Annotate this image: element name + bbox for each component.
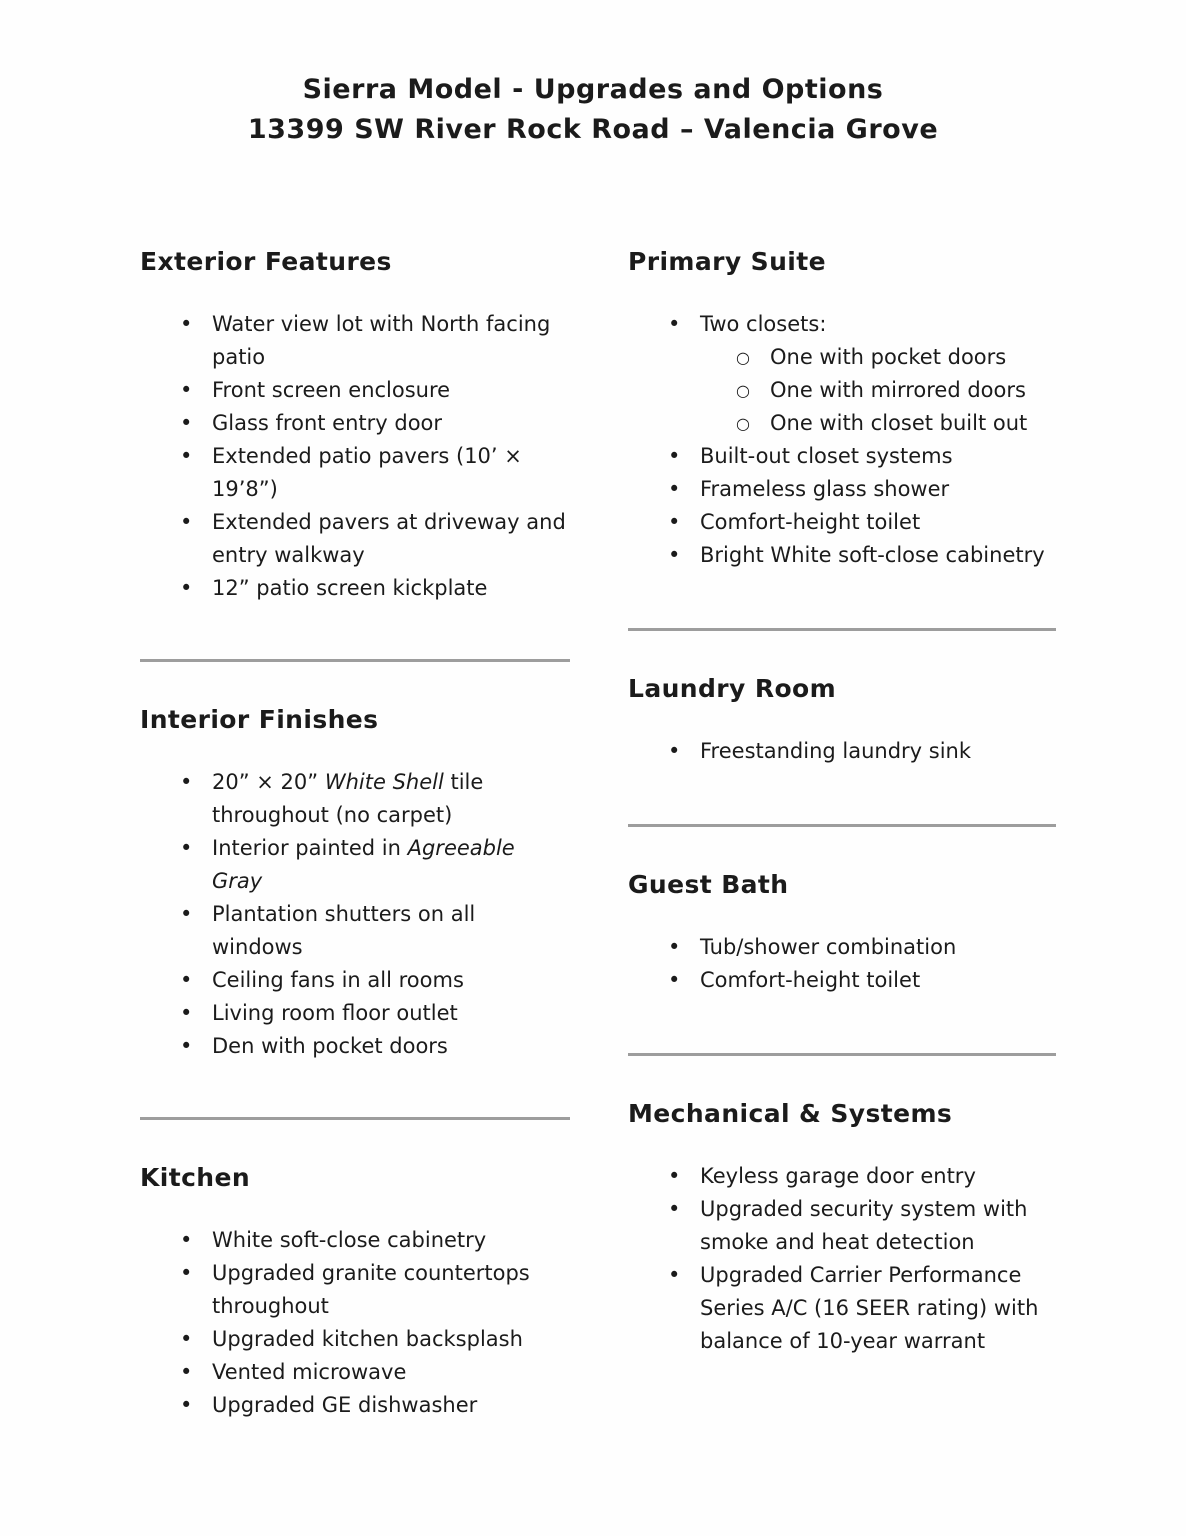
- bullet-icon: •: [668, 968, 681, 992]
- list-item-text: Extended patio pavers (10’ × 19’8”): [212, 444, 522, 501]
- bullet-list: [628, 931, 1056, 997]
- list-item-text: Upgraded Carrier Performance Series A/C (16 SEER rating) with balance of 10-year warrant: [700, 1263, 1039, 1353]
- column-left: [140, 246, 570, 1422]
- content-columns: [0, 246, 1186, 1422]
- list-item-text: Freestanding laundry sink: [700, 739, 972, 763]
- bullet-list: [628, 308, 1056, 572]
- list-item-text: Built-out closet systems: [700, 444, 953, 468]
- list-item-text: Water view lot with North facing patio: [212, 312, 551, 369]
- list-item: [140, 997, 570, 1030]
- list-item-text: Vented microwave: [212, 1360, 407, 1384]
- list-item-text: Comfort-height toilet: [700, 968, 921, 992]
- list-item-text: 12” patio screen kickplate: [212, 576, 488, 600]
- sub-bullet-list: [700, 341, 1056, 440]
- bullet-list: [628, 735, 1056, 768]
- list-item: [140, 374, 570, 407]
- list-item-text: Ceiling fans in all rooms: [212, 968, 464, 992]
- section-exterior-features: [140, 246, 570, 605]
- bullet-icon: •: [668, 477, 681, 501]
- bullet-icon: •: [180, 312, 193, 336]
- section-laundry-room: [628, 673, 1056, 768]
- bullet-icon: •: [668, 312, 681, 336]
- section-divider: [628, 628, 1056, 631]
- list-item-text: Den with pocket doors: [212, 1034, 448, 1058]
- list-item: [140, 1257, 570, 1323]
- section-guest-bath: [628, 869, 1056, 997]
- list-item-text: Plantation shutters on all windows: [212, 902, 476, 959]
- list-item: [140, 572, 570, 605]
- bullet-icon: •: [668, 510, 681, 534]
- list-item-text: White soft-close cabinetry: [212, 1228, 487, 1252]
- sub-list-item: [700, 374, 1056, 407]
- list-item-text: Extended pavers at driveway and entry walkway: [212, 510, 566, 567]
- list-item: [628, 735, 1056, 768]
- list-item: [140, 308, 570, 374]
- list-item-text: Frameless glass shower: [700, 477, 950, 501]
- sub-list-item: [700, 341, 1056, 374]
- list-item-text: Keyless garage door entry: [700, 1164, 976, 1188]
- bullet-list: [140, 308, 570, 605]
- bullet-icon: •: [668, 1164, 681, 1188]
- section-heading: Guest Bath: [628, 870, 789, 899]
- list-item-text: Living room floor outlet: [212, 1001, 458, 1025]
- sub-list-item: [700, 407, 1056, 440]
- list-item: [140, 898, 570, 964]
- section-divider: [140, 1117, 570, 1120]
- list-item: [140, 407, 570, 440]
- list-item-text: Comfort-height toilet: [700, 510, 921, 534]
- list-item-text: Glass front entry door: [212, 411, 443, 435]
- bullet-icon: •: [668, 739, 681, 763]
- sub-list-item-text: One with closet built out: [770, 411, 1028, 435]
- list-item-text: Upgraded GE dishwasher: [212, 1393, 478, 1417]
- bullet-icon: •: [180, 968, 193, 992]
- bullet-icon: •: [180, 444, 193, 468]
- list-item: [628, 1259, 1056, 1358]
- bullet-icon: •: [180, 1228, 193, 1252]
- section-divider: [140, 659, 570, 662]
- bullet-list: [140, 1224, 570, 1422]
- bullet-icon: •: [668, 543, 681, 567]
- list-item: [628, 1193, 1056, 1259]
- bullet-icon: •: [180, 770, 193, 794]
- section-primary-suite: [628, 246, 1056, 572]
- list-item: [140, 506, 570, 572]
- list-item: [140, 1224, 570, 1257]
- section-divider: [628, 824, 1056, 827]
- list-item: [628, 931, 1056, 964]
- section-divider: [628, 1053, 1056, 1056]
- list-item: [140, 1389, 570, 1422]
- circle-bullet-icon: ○: [736, 348, 750, 367]
- bullet-icon: •: [180, 1034, 193, 1058]
- list-item: [628, 473, 1056, 506]
- circle-bullet-icon: ○: [736, 414, 750, 433]
- list-item: [140, 440, 570, 506]
- sub-list-item-text: One with pocket doors: [770, 345, 1007, 369]
- sub-list-item-text: One with mirrored doors: [770, 378, 1026, 402]
- list-item: [140, 964, 570, 997]
- section-heading: Exterior Features: [140, 247, 392, 276]
- bullet-list: [140, 766, 570, 1063]
- list-item-text: Two closets: ○ One with pocket doors ○ One with mirrored doors ○ One with closet built out: [700, 308, 1056, 440]
- list-item: [628, 440, 1056, 473]
- list-item-text: Interior painted in Agreeable Gray: [212, 836, 515, 893]
- section-heading: Mechanical & Systems: [628, 1099, 953, 1128]
- list-item: [628, 308, 1056, 440]
- list-item: [140, 832, 570, 898]
- section-heading: Kitchen: [140, 1163, 251, 1192]
- section-mechanical-systems: [628, 1098, 1056, 1358]
- title-line-2: 13399 SW River Rock Road – Valencia Grove: [247, 114, 939, 145]
- list-item-text: Bright White soft-close cabinetry: [700, 543, 1045, 567]
- circle-bullet-icon: ○: [736, 381, 750, 400]
- title-line-1: Sierra Model - Upgrades and Options: [302, 74, 884, 105]
- section-kitchen: [140, 1162, 570, 1422]
- section-heading: Laundry Room: [628, 674, 837, 703]
- list-item: [140, 1323, 570, 1356]
- document-title: [0, 0, 1186, 150]
- bullet-icon: •: [180, 1327, 193, 1351]
- section-heading: Primary Suite: [628, 247, 826, 276]
- bullet-icon: •: [180, 1360, 193, 1384]
- list-item: [140, 1356, 570, 1389]
- list-item: [628, 1160, 1056, 1193]
- bullet-icon: •: [668, 1263, 681, 1287]
- bullet-icon: •: [180, 1001, 193, 1025]
- list-item-text: Upgraded granite countertops throughout: [212, 1261, 530, 1318]
- bullet-icon: •: [180, 902, 193, 926]
- list-item: [628, 964, 1056, 997]
- bullet-icon: •: [668, 935, 681, 959]
- bullet-icon: •: [180, 836, 193, 860]
- section-heading: Interior Finishes: [140, 705, 379, 734]
- list-item: [140, 1030, 570, 1063]
- bullet-icon: •: [180, 1393, 193, 1417]
- list-item-text: 20” × 20” White Shell tile throughout (no carpet): [212, 770, 484, 827]
- list-item: [140, 766, 570, 832]
- list-item: [628, 506, 1056, 539]
- bullet-icon: •: [180, 411, 193, 435]
- list-item-text: Upgraded kitchen backsplash: [212, 1327, 523, 1351]
- bullet-icon: •: [668, 444, 681, 468]
- list-item-text: Upgraded security system with smoke and heat detection: [700, 1197, 1028, 1254]
- list-item-text: Front screen enclosure: [212, 378, 451, 402]
- bullet-icon: •: [180, 576, 193, 600]
- list-item: [628, 539, 1056, 572]
- bullet-icon: •: [668, 1197, 681, 1221]
- bullet-icon: •: [180, 510, 193, 534]
- section-interior-finishes: [140, 704, 570, 1063]
- bullet-list: [628, 1160, 1056, 1358]
- column-right: [628, 246, 1056, 1422]
- bullet-icon: •: [180, 1261, 193, 1285]
- bullet-icon: •: [180, 378, 193, 402]
- list-item-text: Tub/shower combination: [700, 935, 957, 959]
